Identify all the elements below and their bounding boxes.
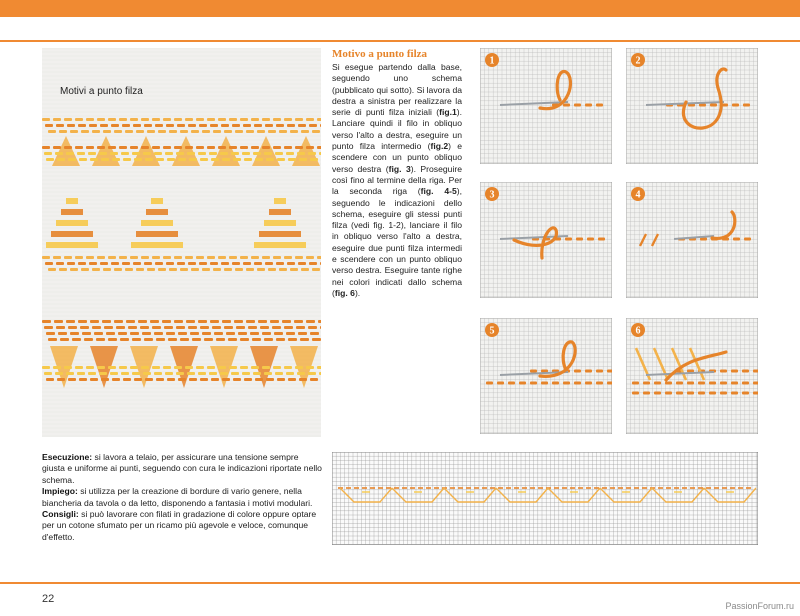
note-tips: [42, 509, 322, 543]
article-text: ) e scendere con un punto obliquo verso destra (: [332, 141, 463, 174]
photo-caption: Motivi a punto filza: [60, 86, 143, 97]
step-figure-6: [626, 318, 758, 434]
article-title: Motivo a punto filza: [332, 48, 428, 60]
embroidery-photo: [42, 48, 321, 437]
step-figure-3: [480, 182, 612, 298]
figure-ref: fig. 4-5: [420, 186, 457, 197]
figure-ref: fig. 6: [334, 287, 355, 298]
step-figure-5: [480, 318, 612, 434]
step-illustration: [626, 182, 758, 298]
article-text: ). Proseguire così fino al termine della riga. Per la seconda riga (: [332, 163, 462, 197]
header-divider: [0, 40, 800, 42]
step-number: 6: [635, 325, 641, 337]
step-illustration: [480, 318, 612, 434]
watermark: PassionForum.ru: [725, 601, 794, 611]
figure-ref: fig.1: [439, 107, 457, 118]
article-text: ), seguendo le indicazioni dello schema, eseguire gli stessi punti filza (vedi fig. 1-2), lanciare il filo in obliquo verso l'alto a destra, eseguire due punti filza intermedi e scendere con un punto obliquo verso destra. Eseguire tante righe nei colori indicati dallo schema (: [332, 186, 462, 298]
article-text: ).: [354, 287, 361, 298]
step-figure-4: [626, 182, 758, 298]
article: [332, 48, 462, 299]
footer-divider: [0, 582, 800, 584]
step-illustration: [626, 48, 758, 164]
article-text: ). Lanciare quindi il filo in obliquo verso l'alto a destra, eseguire un punto filza intermedio (: [332, 107, 462, 152]
step-number: 1: [489, 55, 495, 67]
article-body: [332, 62, 462, 299]
note-text: si può lavorare con filati in gradazione di colore oppure optare per un cotone sfumato per un ricamo più agevole e veloce, comunque d'effetto.: [42, 509, 317, 542]
figure-ref: fig.2: [430, 141, 449, 152]
step-illustration: [480, 48, 612, 164]
step-number: 4: [635, 189, 641, 201]
note-text: si utilizza per la creazione di bordure di vario genere, nella biancheria da tavola o da letto, disponendo a fantasia i motivi modulari.: [42, 486, 313, 508]
embroidery-photo-illustration: [42, 48, 321, 437]
step-figure-2: [626, 48, 758, 164]
step-number: 5: [489, 325, 495, 337]
note-execution: [42, 452, 322, 486]
step-number: 2: [635, 55, 641, 67]
scheme-grid-illustration: [332, 452, 758, 545]
note-text: si lavora a telaio, per assicurare una tensione sempre giusta e uniforme ai punti, seguendo con cura le indicazioni riportate nello schema.: [42, 452, 322, 485]
step-figure-1: [480, 48, 612, 164]
figure-ref: fig. 3: [388, 163, 411, 174]
embroidery-scheme: [332, 452, 758, 545]
step-number: 3: [489, 189, 495, 201]
note-label: Esecuzione:: [42, 452, 93, 462]
page-number: 22: [42, 593, 55, 605]
note-use: [42, 486, 322, 509]
note-label: Consigli:: [42, 509, 79, 520]
note-label: Impiego:: [42, 486, 78, 497]
step-illustration: [480, 182, 612, 298]
step-illustration: [626, 318, 758, 434]
header-accent-bar: [0, 0, 800, 17]
article-text: Si esegue partendo dalla base, seguendo uno schema (pubblicato qui sotto). Si lavora da destra a sinistra per realizzare la serie di punti filza iniziali (: [332, 62, 462, 118]
notes: [42, 452, 322, 543]
